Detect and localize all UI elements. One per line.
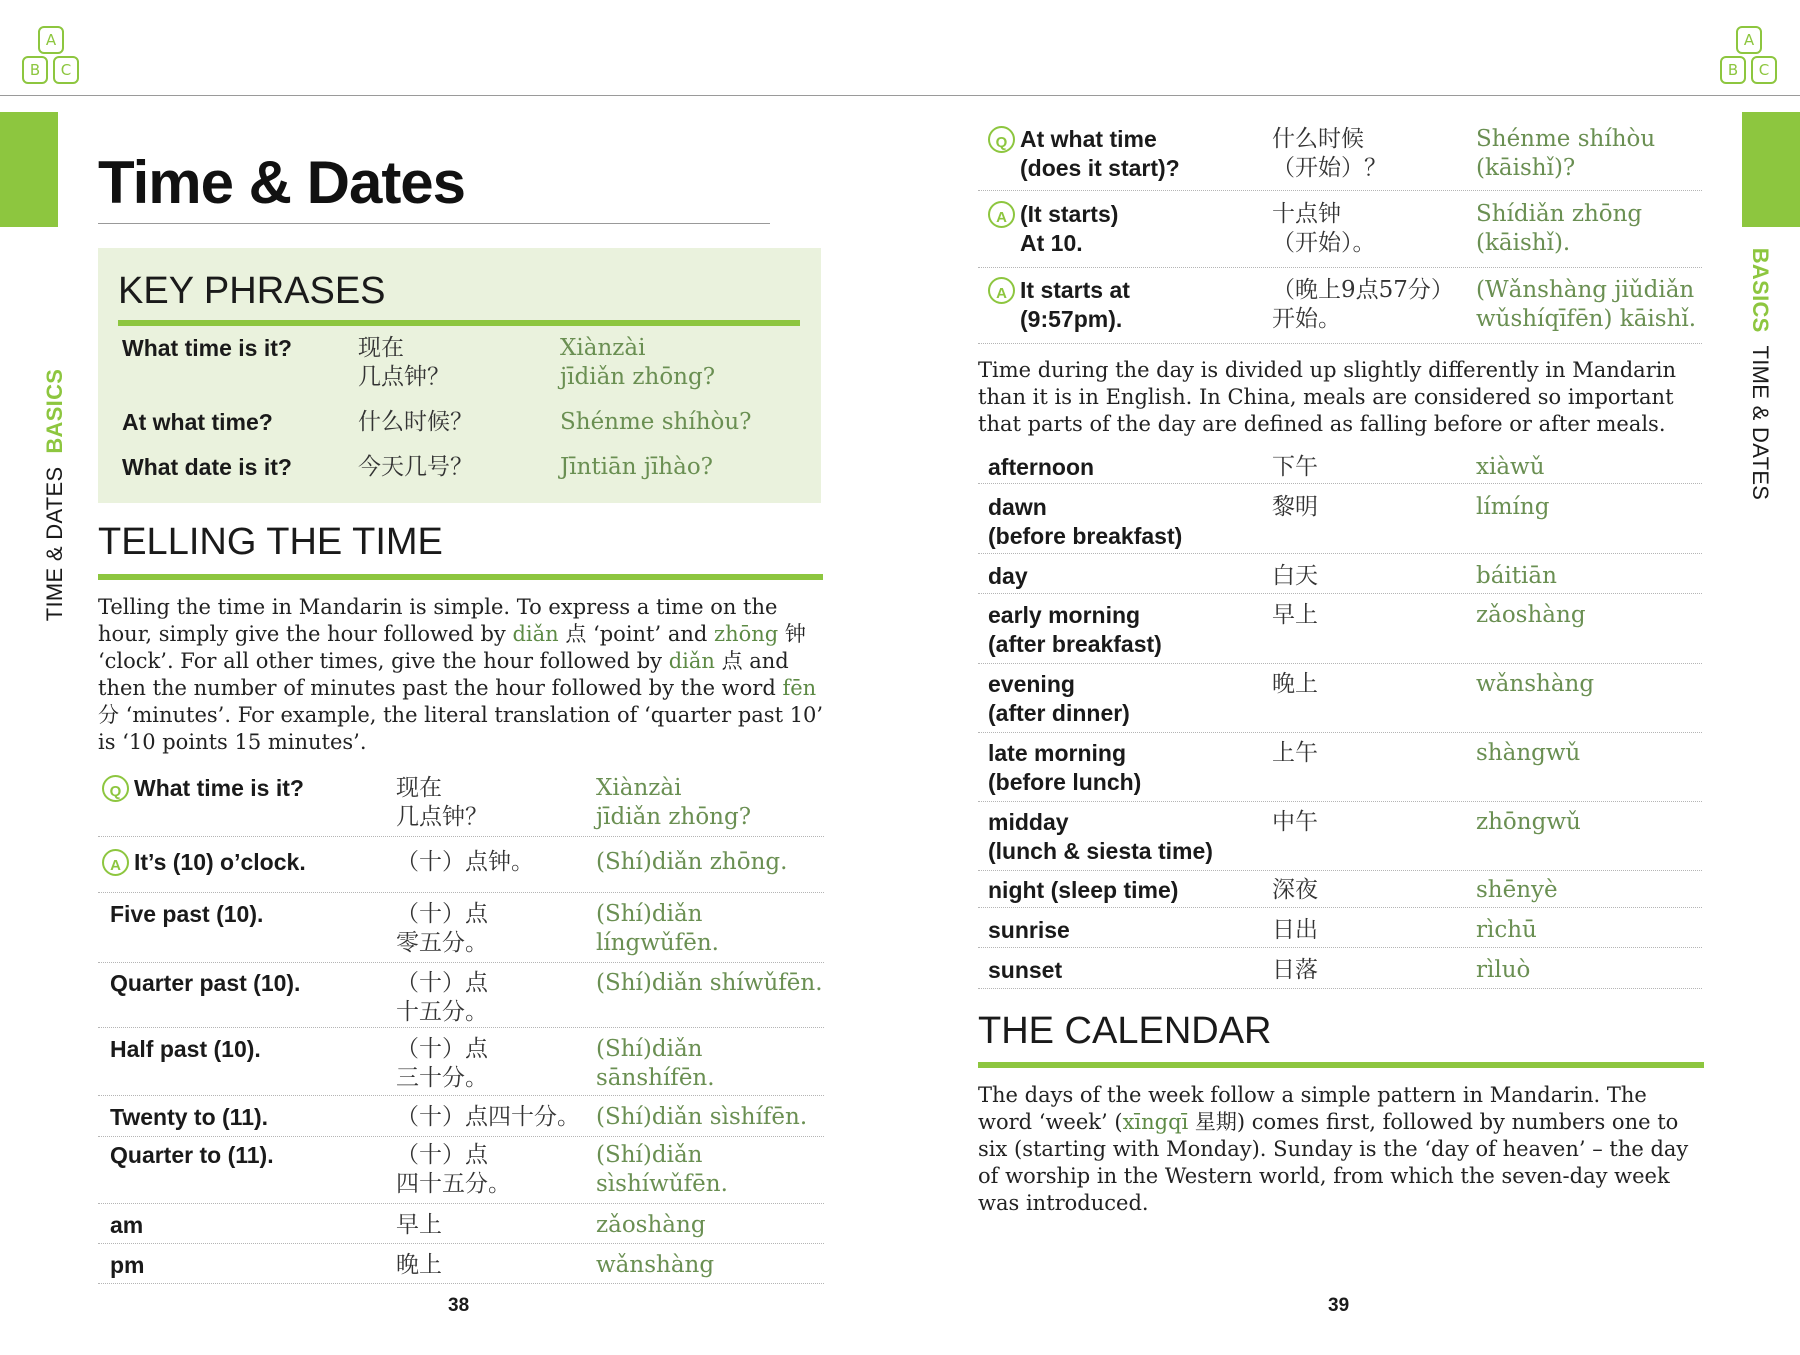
answer-icon: A — [988, 277, 1015, 304]
para-text: 钟 ‘clock’. For all other times, give the hour followed by — [98, 622, 806, 673]
row-pinyin: Shídiǎn zhōng (kāishǐ). — [1476, 201, 1643, 256]
row-english: sunrise — [988, 917, 1070, 943]
key-phrases-box — [98, 248, 821, 503]
row-pinyin: (Wǎnshàng jiǔdiǎn wǔshíqīfēn) kāishǐ. — [1476, 277, 1697, 332]
telling-time-heading: TELLING THE TIME — [98, 521, 443, 563]
table-row — [978, 453, 1702, 484]
side-topic: TIME & DATES — [42, 466, 67, 622]
table-row — [978, 739, 1702, 802]
logo-letter-c: C — [1751, 56, 1777, 84]
row-english — [988, 200, 1118, 258]
row-english: night (sleep time) — [988, 877, 1179, 903]
heading-bar — [98, 574, 823, 580]
para-text: 分 ‘minutes’. For example, the literal translation of ‘quarter past 10’ is ‘10 points 15 minutes’. — [98, 703, 824, 754]
phrase-chinese: 什么时候？ — [358, 409, 473, 435]
row-pinyin: wǎnshàng — [1476, 671, 1595, 697]
phrase-pinyin: Jīntiān jīhào? — [560, 454, 714, 480]
row-english: late morning (before lunch) — [988, 740, 1142, 795]
key-phrases-heading: KEY PHRASES — [118, 270, 386, 312]
row-chinese: 中午 — [1272, 809, 1318, 835]
table-row — [978, 808, 1702, 871]
row-pinyin: Shénme shíhòu (kāishǐ)? — [1476, 126, 1656, 181]
row-pinyin: Xiànzài jīdiǎn zhōng? — [596, 775, 752, 830]
row-pinyin: zǎoshàng — [1476, 602, 1586, 628]
row-pinyin: (Shí)diǎn língwǔfēn. — [596, 901, 719, 956]
table-row — [98, 1103, 824, 1137]
row-pinyin: wǎnshàng — [596, 1252, 715, 1278]
phrase-pinyin: Xiànzài jīdiǎn zhōng? — [560, 335, 716, 390]
row-chinese: （十）点四十分。 — [396, 1104, 580, 1130]
row-pinyin: shàngwǔ — [1476, 740, 1581, 766]
row-english: day — [988, 563, 1028, 589]
para-pinyin: diǎn — [668, 649, 715, 673]
row-english: pm — [110, 1252, 145, 1278]
row-english — [988, 125, 1180, 183]
answer-icon: A — [988, 201, 1015, 228]
row-english-text: (It starts) At 10. — [1020, 201, 1119, 256]
row-pinyin: (Shí)diǎn sānshífēn. — [596, 1036, 715, 1091]
page-number-left: 38 — [448, 1295, 470, 1316]
row-english: sunset — [988, 957, 1063, 983]
table-row — [978, 125, 1702, 191]
calendar-heading: THE CALENDAR — [978, 1010, 1272, 1052]
para-text: 点 and then the number of minutes past the hour followed by the word — [98, 649, 789, 700]
phrase-english: What time is it? — [122, 335, 292, 361]
row-chinese: 早上 — [1272, 602, 1318, 628]
row-pinyin: rìchū — [1476, 917, 1537, 943]
calendar-paragraph — [978, 1082, 1700, 1217]
row-chinese: 现在 几点钟？ — [396, 775, 488, 830]
row-chinese: 早上 — [396, 1212, 442, 1238]
row-english: early morning (after breakfast) — [988, 602, 1162, 657]
row-english: Quarter to (11). — [110, 1142, 274, 1168]
logo-letter-b: B — [22, 56, 48, 84]
table-row — [98, 848, 824, 893]
row-chinese: 下午 — [1272, 454, 1318, 480]
section-tab-right — [1742, 112, 1800, 227]
row-english-text: It’s (10) o’clock. — [134, 849, 306, 875]
row-chinese: 日落 — [1272, 957, 1318, 983]
table-row — [98, 1211, 824, 1244]
table-row — [978, 493, 1702, 554]
side-topic: TIME & DATES — [1748, 345, 1773, 501]
row-pinyin: zhōngwǔ — [1476, 809, 1581, 835]
table-row — [978, 200, 1702, 268]
row-chinese: （十）点钟。 — [396, 849, 534, 875]
table-row — [98, 774, 824, 837]
row-pinyin: (Shí)diǎn sìshífēn. — [596, 1104, 808, 1130]
row-chinese: 十点钟 （开始）。 — [1272, 201, 1376, 256]
phrase-pinyin: Shénme shíhòu? — [560, 409, 752, 435]
table-row — [978, 670, 1702, 733]
question-icon: Q — [988, 126, 1015, 153]
row-chinese: （十）点 四十五分。 — [396, 1142, 511, 1197]
row-pinyin: zǎoshàng — [596, 1212, 706, 1238]
page-number-right: 39 — [1328, 1295, 1350, 1316]
page-title: Time & Dates — [98, 149, 466, 216]
row-chinese: 白天 — [1272, 563, 1318, 589]
row-chinese: 晚上 — [1272, 671, 1318, 697]
row-english — [102, 848, 306, 877]
para-text: Telling the time in Mandarin is simple. To express a time on the hour, simply give the hour followed by — [98, 595, 778, 646]
row-english-text: It starts at (9:57pm). — [1020, 277, 1130, 332]
table-row — [98, 1251, 824, 1284]
row-chinese: 黎明 — [1272, 494, 1318, 520]
row-english-text: At what time (does it start)? — [1020, 126, 1180, 181]
table-row — [98, 1141, 824, 1204]
heading-bar — [118, 320, 800, 326]
title-rule — [98, 223, 770, 224]
phrase-chinese: 今天几号？ — [358, 454, 473, 480]
table-row — [978, 916, 1702, 948]
question-icon: Q — [102, 775, 129, 802]
table-row — [98, 1035, 824, 1096]
row-pinyin: (Shí)diǎn sìshíwǔfēn. — [596, 1142, 728, 1197]
row-chinese: （十）点 零五分。 — [396, 901, 488, 956]
day-parts-paragraph: Time during the day is divided up slightly differently in Mandarin than it is in English. In China, meals are considered so important that parts of the day are defined as falling before or after meals. — [978, 358, 1676, 436]
para-text: 星期) comes first, followed by numbers one to six (starting with Monday). Sunday is the ‘day of heaven’ – the day of worship in the Western world, from which the seven-day week was introduced. — [978, 1110, 1689, 1215]
row-english-text: What time is it? — [134, 775, 304, 801]
abc-logo-icon — [22, 26, 84, 84]
phrase-english: At what time? — [122, 409, 273, 435]
header-rule — [0, 95, 1800, 96]
table-row — [978, 276, 1702, 344]
row-chinese: （十）点 三十分。 — [396, 1036, 488, 1091]
row-english: dawn (before breakfast) — [988, 494, 1183, 549]
table-row — [98, 900, 824, 963]
row-chinese: 什么时候 （开始）？ — [1272, 126, 1387, 181]
abc-logo-icon — [1720, 26, 1782, 84]
row-chinese: 上午 — [1272, 740, 1318, 766]
table-row — [978, 562, 1702, 594]
table-row — [978, 601, 1702, 664]
phrase-chinese: 现在 几点钟？ — [358, 335, 450, 390]
row-english — [102, 774, 304, 803]
row-pinyin: báitiān — [1476, 563, 1557, 589]
para-pinyin: fēn — [782, 676, 817, 700]
row-pinyin: límíng — [1476, 494, 1550, 520]
table-row — [978, 956, 1702, 989]
row-pinyin: rìluò — [1476, 957, 1531, 983]
row-english: Twenty to (11). — [110, 1104, 269, 1130]
row-chinese: 深夜 — [1272, 877, 1318, 903]
row-chinese: 日出 — [1272, 917, 1318, 943]
row-english: Half past (10). — [110, 1036, 261, 1062]
logo-letter-b: B — [1720, 56, 1746, 84]
row-english: Five past (10). — [110, 901, 264, 927]
row-pinyin: (Shí)diǎn zhōng. — [596, 849, 788, 875]
side-label-right — [1747, 248, 1773, 501]
row-pinyin: shēnyè — [1476, 877, 1558, 903]
side-section: BASICS — [1748, 247, 1773, 333]
logo-letter-a: A — [38, 26, 64, 54]
para-pinyin: xīngqī — [1122, 1110, 1189, 1134]
telling-time-paragraph — [98, 594, 826, 756]
row-chinese: （十）点 十五分。 — [396, 970, 488, 1025]
logo-letter-a: A — [1736, 26, 1762, 54]
row-chinese: 晚上 — [396, 1252, 442, 1278]
side-section: BASICS — [42, 368, 67, 454]
key-phrase-row — [122, 453, 812, 509]
row-english: Quarter past (10). — [110, 970, 301, 996]
heading-bar — [978, 1062, 1704, 1068]
row-english: am — [110, 1212, 144, 1238]
para-pinyin: diǎn — [512, 622, 559, 646]
para-pinyin: zhōng — [714, 622, 779, 646]
row-pinyin: (Shí)diǎn shíwǔfēn. — [596, 970, 823, 996]
section-tab-left — [0, 112, 58, 227]
row-english — [988, 276, 1130, 334]
phrase-english: What date is it? — [122, 454, 292, 480]
row-english: midday (lunch & siesta time) — [988, 809, 1213, 864]
table-row — [98, 969, 824, 1028]
key-phrase-row — [122, 334, 812, 390]
table-row — [978, 876, 1702, 908]
side-label-left — [42, 369, 68, 622]
row-english: afternoon — [988, 454, 1095, 480]
row-chinese: （晚上9点57分） 开始。 — [1272, 277, 1454, 332]
row-pinyin: xiàwǔ — [1476, 454, 1545, 480]
answer-icon: A — [102, 849, 129, 876]
para-text: The days of the week follow a simple pattern in Mandarin. The word ‘week’ ( — [978, 1083, 1647, 1134]
logo-letter-c: C — [53, 56, 79, 84]
row-english: evening (after dinner) — [988, 671, 1130, 726]
para-text: 点 ‘point’ and — [558, 622, 715, 646]
